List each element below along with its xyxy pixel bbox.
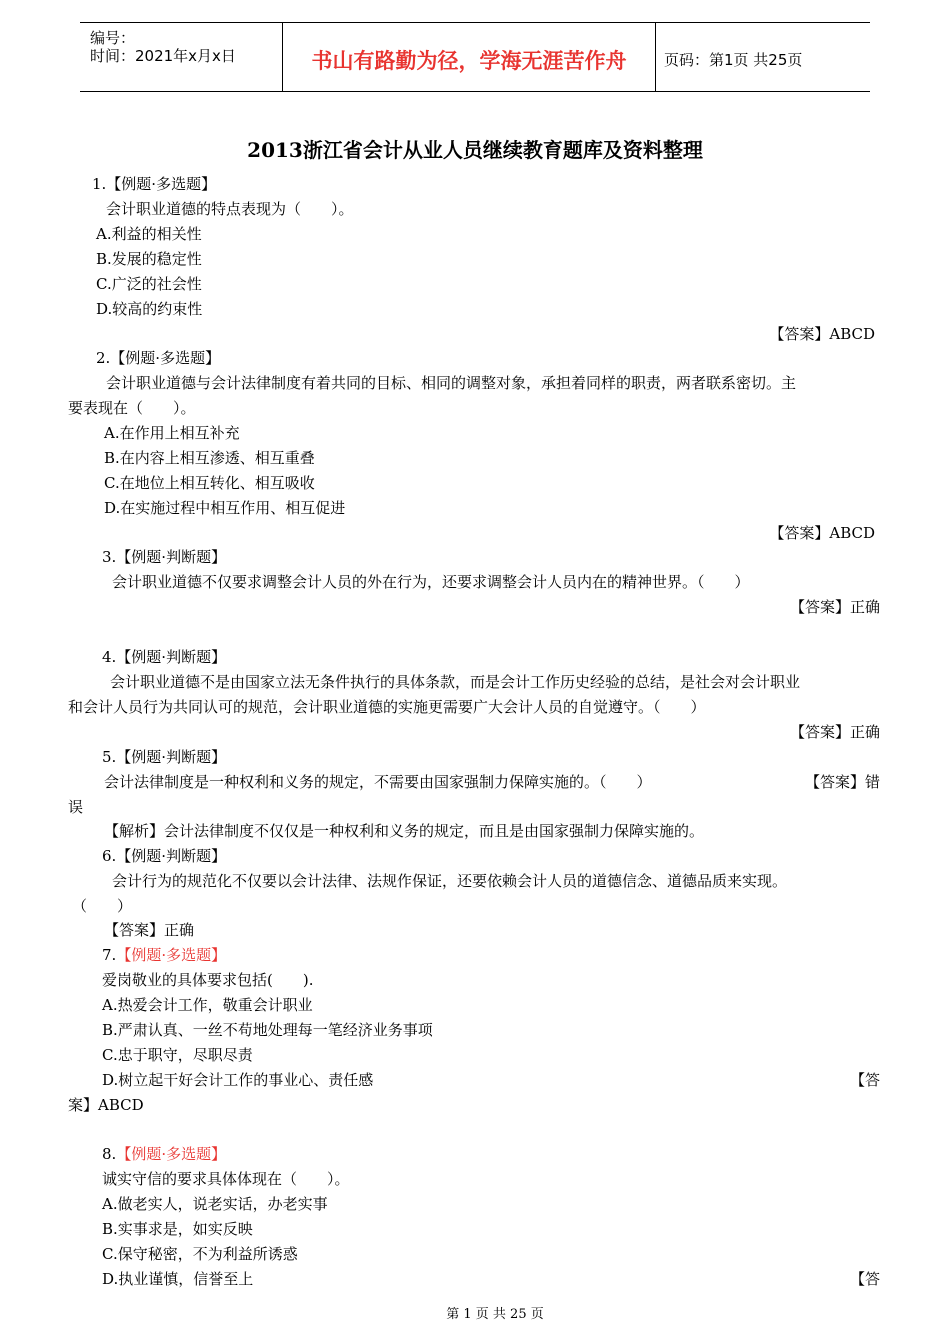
q5-stem: 会计法律制度是一种权利和义务的规定，不需要由国家强制力保障实施的。（ ） [104,773,652,791]
q4-stem-line1: 会计职业道德不是由国家立法无条件执行的具体条款，而是会计工作历史经验的总结，是社会对会计职业 [110,673,801,691]
q8-heading [102,1144,226,1164]
q6-answer: 【答案】正确 [104,921,195,939]
page-footer: 第 1 页 共 25 页 [446,1307,544,1322]
q2-answer: 【答案】ABCD [769,524,875,542]
q7-heading [102,945,226,965]
q4-stem-line2: 和会计人员行为共同认可的规范，会计职业道德的实施更需要广大会计人员的自觉遵守。（ ） [68,698,706,716]
q7-answer-wrap: 案】ABCD [68,1096,144,1114]
q2-option-b: B.在内容上相互渗透、相互重叠 [104,449,315,467]
q8-answer: 【答 [849,1270,880,1288]
q8-option-a: A.做老实人，说老实话，办老实事 [102,1195,328,1213]
q4-answer: 【答案】正确 [789,723,880,741]
q2-heading: 2.【例题·多选题】 [96,349,221,367]
q8-type-tag: 【例题·多选题】 [116,1145,227,1163]
q8-option-d: D.执业谨慎，信誉至上 [102,1270,254,1288]
q2-stem-line1: 会计职业道德与会计法律制度有着共同的目标、相同的调整对象，承担着同样的职责，两者联系密切。主 [106,374,797,392]
q1-option-d: D.较高的约束性 [96,300,203,318]
doc-id-label: 编号： [90,29,136,47]
header-meta-cell [80,23,283,91]
page-header [80,22,870,92]
q1-stem: 会计职业道德的特点表现为（ ）。 [106,200,354,218]
q5-analysis: 【解析】会计法律制度不仅仅是一种权利和义务的规定，而且是由国家强制力保障实施的。 [104,822,705,840]
q3-stem: 会计职业道德不仅要求调整会计人员的外在行为，还要求调整会计人员内在的精神世界。（ ） [112,573,750,591]
q1-answer: 【答案】ABCD [769,325,875,343]
header-motto: 书山有路勤为径，学海无涯苦作舟 [311,49,627,73]
q7-answer: 【答 [849,1071,880,1089]
q2-option-a: A.在作用上相互补充 [104,424,240,442]
q6-stem-line1: 会计行为的规范化不仅要以会计法律、法规作保证，还要依赖会计人员的道德信念、道德品质来实现。 [112,872,788,890]
q5-answer: 【答案】错 [804,773,880,791]
header-page-code: 页码：第1页 共25页 [664,51,803,69]
q6-heading: 6.【例题·判断题】 [102,847,227,865]
q5-answer-wrap: 误 [68,798,84,816]
q8-option-c: C.保守秘密，不为利益所诱惑 [102,1245,298,1263]
q3-heading: 3.【例题·判断题】 [102,548,227,566]
q6-stem-line2: （ ） [72,897,133,915]
header-motto-cell [283,23,656,91]
q8-number: 8. [102,1145,117,1163]
q7-number: 7. [102,946,117,964]
doc-time-label: 时间：2021年x月x日 [90,47,236,65]
document-title: 2013浙江省会计从业人员继续教育题库及资料整理 [247,138,703,162]
q2-option-c: C.在地位上相互转化、相互吸收 [104,474,315,492]
q4-heading: 4.【例题·判断题】 [102,648,227,666]
q1-option-b: B.发展的稳定性 [96,250,202,268]
q7-stem: 爱岗敬业的具体要求包括( ). [102,971,314,989]
q7-option-a: A.热爱会计工作，敬重会计职业 [102,996,313,1014]
q1-option-c: C.广泛的社会性 [96,275,202,293]
q2-stem-line2: 要表现在（ ）。 [68,399,196,417]
q7-option-b: B.严肃认真、一丝不苟地处理每一笔经济业务事项 [102,1021,433,1039]
q3-answer: 【答案】正确 [789,598,880,616]
q8-stem: 诚实守信的要求具体体现在（ ）。 [102,1170,350,1188]
q7-type-tag: 【例题·多选题】 [116,946,227,964]
q2-option-d: D.在实施过程中相互作用、相互促进 [104,499,346,517]
q1-heading: 1.【例题·多选题】 [92,175,217,193]
q5-heading: 5.【例题·判断题】 [102,748,227,766]
q1-option-a: A.利益的相关性 [96,225,202,243]
q7-option-d: D.树立起干好会计工作的事业心、责任感 [102,1071,374,1089]
q7-option-c: C.忠于职守，尽职尽责 [102,1046,253,1064]
q8-option-b: B.实事求是，如实反映 [102,1220,253,1238]
header-page-cell [656,23,870,91]
